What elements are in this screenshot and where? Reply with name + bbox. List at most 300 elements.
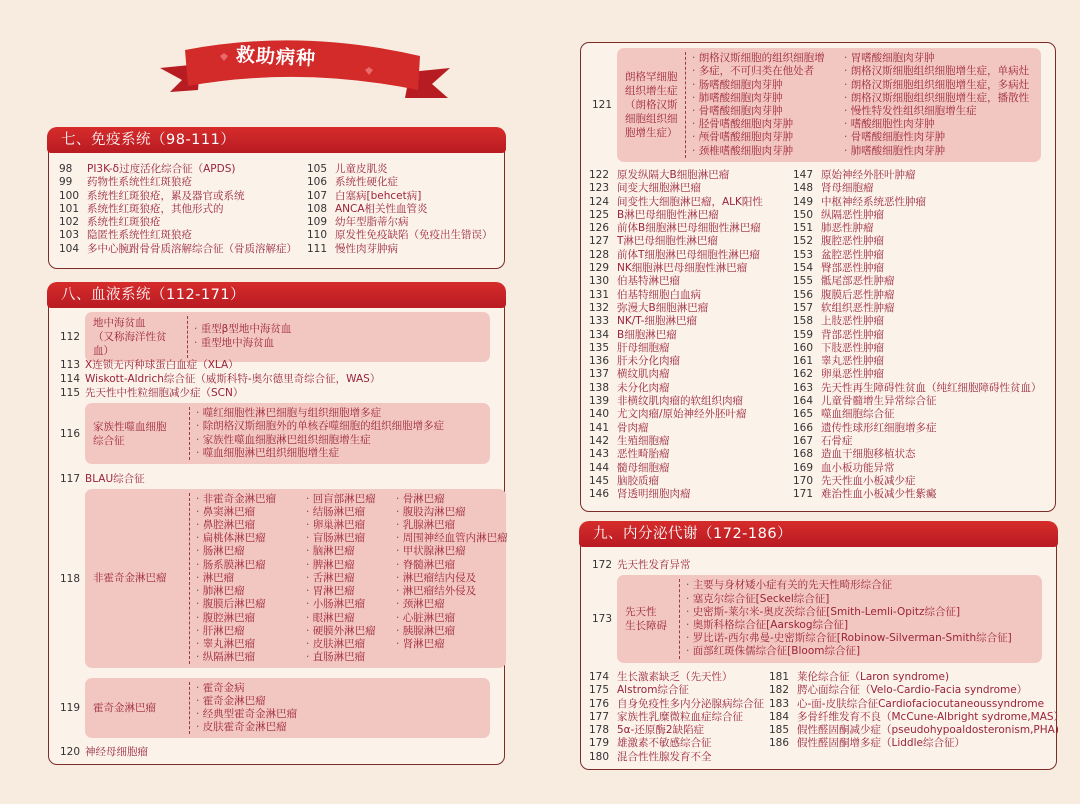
list-item <box>769 684 1064 697</box>
subtype-item: · 塞克尔综合征[Seckel综合征] <box>686 593 1012 606</box>
list-item <box>589 448 763 461</box>
list-item <box>307 243 493 256</box>
item-number: 127 <box>589 235 610 248</box>
label-line: 霍奇金淋巴瘤 <box>93 702 156 714</box>
item-number: 135 <box>589 341 610 354</box>
subtype-item: · 胫骨嗜酸细胞肉芽肿 <box>692 118 844 131</box>
section-blood-continued <box>580 42 1056 512</box>
list-item <box>793 382 1042 395</box>
item-number: 183 <box>769 697 790 710</box>
list-item <box>589 684 764 697</box>
section-header: 九、内分泌代谢（172-186） <box>579 521 1058 547</box>
item-name: 尤文肉瘤/原始神经外胚叶瘤 <box>617 408 747 421</box>
dashed-divider <box>679 579 680 658</box>
list-item <box>589 737 764 750</box>
group-box <box>85 489 506 669</box>
item-name: 中枢神经系统恶性肿瘤 <box>821 195 926 208</box>
group-box <box>617 48 1041 162</box>
section-immune <box>48 128 505 269</box>
list-item <box>49 744 504 759</box>
list-item <box>307 163 493 176</box>
item-name: 肝未分化肉瘤 <box>617 355 680 368</box>
item-number: 114 <box>60 372 81 385</box>
item-number: 156 <box>793 288 814 301</box>
item-name: 先天性中性粒细胞减少症（SCN） <box>85 387 244 399</box>
item-name: 生殖细胞瘤 <box>617 434 670 447</box>
subtype-item: · 除朗格汉斯细胞外的单核吞噬细胞的组织细胞增多症 <box>196 420 444 433</box>
subtype-list <box>196 407 444 460</box>
item-name: 先天性发育异常 <box>617 559 691 571</box>
list-item <box>589 249 763 262</box>
item-number: 151 <box>793 222 814 235</box>
subtype-item: · 骨嗜酸细胞肉芽肿 <box>692 105 844 118</box>
subtype-item: · 肠嗜酸细胞肉芽肿 <box>692 79 844 92</box>
subtype-list <box>194 323 291 349</box>
item-number: 125 <box>589 208 610 221</box>
section-header: 八、血液系统（112-171） <box>47 282 506 308</box>
item-number: 160 <box>793 341 814 354</box>
subtype-column <box>306 493 396 665</box>
disease-group <box>49 404 504 463</box>
item-number: 177 <box>589 710 610 723</box>
item-number: 124 <box>589 195 610 208</box>
list-item <box>793 222 1042 235</box>
list-item <box>769 724 1064 737</box>
disease-list <box>769 671 1064 751</box>
list-item <box>307 176 493 189</box>
item-number: 128 <box>589 248 610 261</box>
list-item <box>49 385 504 400</box>
list-item <box>589 395 763 408</box>
subtype-item: · 甲状腺淋巴瘤 <box>396 545 506 558</box>
list-item <box>307 216 493 229</box>
item-name: NK/T-细胞淋巴瘤 <box>617 315 698 328</box>
subtype-column <box>196 493 306 665</box>
item-name: 假性醛固酮减少症（pseudohypoaldosteronism,PHA) <box>797 724 1059 737</box>
subtype-item: · 腹股沟淋巴瘤 <box>396 506 506 519</box>
item-name: 间变大细胞淋巴瘤 <box>617 182 701 195</box>
item-number: 157 <box>793 301 814 314</box>
item-name: 神经母细胞瘤 <box>85 746 148 758</box>
list-item <box>589 262 763 275</box>
item-number: 98 <box>59 163 73 175</box>
subtype-item: · 回盲部淋巴瘤 <box>306 493 396 506</box>
item-name: 石骨症 <box>821 434 853 447</box>
label-line: 胞增生症） <box>625 127 678 139</box>
subtype-item: · 多症，不可归类在他处者 <box>692 65 844 78</box>
list-item <box>769 737 1064 750</box>
item-number: 167 <box>793 434 814 447</box>
label-line: 家族性噬血细胞 <box>93 420 167 433</box>
item-name: 多中心腕跗骨骨质溶解综合征（骨质溶解症） <box>87 242 297 255</box>
item-name: 肾透明细胞肉瘤 <box>617 488 691 501</box>
subtype-column <box>196 407 444 460</box>
subtype-item: · 直肠淋巴瘤 <box>306 651 396 664</box>
item-name: 伯基特细胞白血病 <box>617 288 701 301</box>
list-item <box>589 711 764 724</box>
item-name: 髓母细胞瘤 <box>617 461 670 474</box>
item-number: 182 <box>769 684 790 697</box>
item-name: 未分化肉瘤 <box>617 381 670 394</box>
list-item <box>793 342 1042 355</box>
item-name: 弥漫大B细胞淋巴瘤 <box>617 301 709 314</box>
label-line: 先天性 <box>625 606 657 618</box>
subtype-item: · 鼻窦淋巴瘤 <box>196 506 306 519</box>
item-number: 166 <box>793 421 814 434</box>
list-item <box>589 408 763 421</box>
item-name: 多骨纤维发育不良（McCune-Albright sydrome,MAS） <box>797 710 1065 723</box>
subtype-item: · 乳腺淋巴瘤 <box>396 519 506 532</box>
item-name: 系统性硬化症 <box>335 176 398 189</box>
item-number: 171 <box>793 488 814 501</box>
dashed-divider <box>189 407 190 460</box>
subtype-item: · 结肠淋巴瘤 <box>306 506 396 519</box>
group-box <box>617 575 1042 662</box>
list-item <box>589 182 763 195</box>
item-number: 179 <box>589 737 610 750</box>
item-name: BLAU综合征 <box>85 473 145 485</box>
item-number: 161 <box>793 355 814 368</box>
item-name: 难治性血小板减少性紫癜 <box>821 488 937 501</box>
subtype-item: · 朗格汉斯细胞的组织细胞增 <box>692 52 844 65</box>
list-item <box>589 196 763 209</box>
label-line: 非霍奇金淋巴瘤 <box>93 572 167 585</box>
subtype-column <box>396 493 506 665</box>
label-line: 地中海贫血 <box>93 316 146 329</box>
subtype-column <box>692 52 844 158</box>
list-item <box>793 488 1042 501</box>
label-line: 生长障碍 <box>625 620 667 632</box>
subtype-item: · 慢性特发性组织细胞增生症 <box>844 105 1034 118</box>
list-item <box>589 315 763 328</box>
dashed-divider <box>189 493 190 665</box>
item-name: 原发纵隔大B细胞淋巴瘤 <box>617 169 730 181</box>
subtype-item: · 颈淋巴瘤 <box>396 598 506 611</box>
item-number: 132 <box>589 301 610 314</box>
item-number: 131 <box>589 288 610 301</box>
item-name: 腹腔恶性肿瘤 <box>821 235 884 248</box>
subtype-item: · 朗格汉斯细胞组织细胞增生症，单病灶 <box>844 65 1034 78</box>
subtype-item: · 骨淋巴瘤 <box>396 493 506 506</box>
item-number: 108 <box>307 202 328 215</box>
list-item <box>589 422 763 435</box>
list-item <box>589 235 763 248</box>
subtype-item: · 舌淋巴瘤 <box>306 572 396 585</box>
disease-group <box>49 316 504 357</box>
item-number: 174 <box>589 671 610 683</box>
list-item <box>589 475 763 488</box>
item-number: 185 <box>769 724 790 737</box>
item-name: 雄激素不敏感综合征 <box>617 737 712 750</box>
item-name: 家族性乳糜微粒血症综合征 <box>617 710 743 723</box>
item-number: 100 <box>59 189 80 202</box>
item-number: 170 <box>793 474 814 487</box>
subtype-item: · 脊髓淋巴瘤 <box>396 559 506 572</box>
subtype-item: · 霍奇金淋巴瘤 <box>196 695 297 708</box>
item-name: 儿童骨髓增生异常综合征 <box>821 395 937 408</box>
list-item <box>59 203 297 216</box>
item-number: 144 <box>589 461 610 474</box>
group-label <box>617 605 673 633</box>
subtype-item: · 肠淋巴瘤 <box>196 545 306 558</box>
list-item <box>589 355 763 368</box>
item-number: 173 <box>592 613 613 625</box>
item-number: 180 <box>589 750 610 763</box>
item-number: 103 <box>59 229 80 242</box>
item-name: 下肢恶性肿瘤 <box>821 341 884 354</box>
item-name: 系统性红斑狼疮 <box>87 216 161 229</box>
list-item <box>589 462 763 475</box>
subtype-item: · 硬膜外淋巴瘤 <box>306 625 396 638</box>
disease-list <box>793 169 1042 501</box>
group-box <box>85 312 490 362</box>
item-number: 106 <box>307 176 328 189</box>
page-title: 救助病种 <box>235 43 317 71</box>
subtype-item: · 重型β型地中海贫血 <box>194 323 291 336</box>
subtype-item: · 噬血细胞淋巴组织细胞增生症 <box>196 447 444 460</box>
item-number: 110 <box>307 229 328 242</box>
label-line: （朗格汉斯 <box>625 99 678 111</box>
subtype-item: · 卵巢淋巴瘤 <box>306 519 396 532</box>
subtype-item: · 肝淋巴瘤 <box>196 625 306 638</box>
item-name: 血小板功能异常 <box>821 461 895 474</box>
subtype-item: · 霍奇金病 <box>196 682 297 695</box>
label-line: 综合征 <box>93 434 125 447</box>
item-name: ANCA相关性血管炎 <box>335 202 428 215</box>
item-name: T淋巴母细胞性淋巴瘤 <box>617 235 718 248</box>
list-item <box>793 275 1042 288</box>
item-number: 153 <box>793 248 814 261</box>
item-number: 111 <box>307 242 328 255</box>
item-name: 横纹肌肉瘤 <box>617 368 670 381</box>
list-item <box>589 671 764 684</box>
item-name: 盆腔恶性肿瘤 <box>821 248 884 261</box>
item-name: 先天性再生障碍性贫血（纯红细胞障碍性贫血） <box>821 381 1042 394</box>
dashed-divider <box>685 52 686 158</box>
list-item <box>793 315 1042 328</box>
subtype-item: · 主要与身材矮小症有关的先天性畸形综合征 <box>686 579 1012 592</box>
list-item <box>793 355 1042 368</box>
section-header: 七、免疫系统（98-111） <box>47 127 506 153</box>
item-number: 165 <box>793 408 814 421</box>
item-name: 儿童皮肌炎 <box>335 163 388 175</box>
item-number: 152 <box>793 235 814 248</box>
item-name: 前体T细胞淋巴母细胞性淋巴瘤 <box>617 248 760 261</box>
list-item <box>793 448 1042 461</box>
subtype-item: · 肺淋巴瘤 <box>196 585 306 598</box>
list-item <box>49 471 504 486</box>
list-item <box>589 222 763 235</box>
subtype-item: · 睾丸淋巴瘤 <box>196 638 306 651</box>
item-number: 184 <box>769 710 790 723</box>
list-item <box>59 229 297 242</box>
item-number: 113 <box>60 358 81 371</box>
item-number: 146 <box>589 488 610 501</box>
subtype-item: · 腹腔淋巴瘤 <box>196 612 306 625</box>
list-item <box>589 368 763 381</box>
list-item <box>589 169 763 182</box>
subtype-item: · 肾淋巴瘤 <box>396 638 506 651</box>
subtype-item: · 重型地中海贫血 <box>194 337 291 350</box>
list-item <box>589 209 763 222</box>
subtype-column <box>196 682 297 735</box>
item-name: 5α-还原酶2缺陷症 <box>617 724 705 737</box>
subtype-item: · 肠系膜淋巴瘤 <box>196 559 306 572</box>
subtype-item: · 经典型霍奇金淋巴瘤 <box>196 708 297 721</box>
item-name: 脑胶质瘤 <box>617 474 659 487</box>
list-item <box>59 163 297 176</box>
list-item <box>793 209 1042 222</box>
section-blood <box>48 283 508 765</box>
item-name: 纵隔恶性肿瘤 <box>821 208 884 221</box>
item-number: 117 <box>60 472 81 485</box>
list-item <box>793 475 1042 488</box>
item-number: 119 <box>60 702 81 714</box>
item-name: 系统性红斑狼疮，其他形式的 <box>87 202 224 215</box>
item-number: 107 <box>307 189 328 202</box>
item-name: Wiskott-Aldrich综合征（威斯科特-奥尔德里奇综合征，WAS） <box>85 373 381 385</box>
item-number: 138 <box>589 381 610 394</box>
list-item <box>769 711 1064 724</box>
item-name: 恶性畸胎瘤 <box>617 448 670 461</box>
item-name: 系统性红斑狼疮，累及器官或系统 <box>87 189 245 202</box>
subtype-item: · 非霍奇金淋巴瘤 <box>196 493 306 506</box>
item-number: 148 <box>793 182 814 195</box>
item-number: 158 <box>793 315 814 328</box>
list-item <box>793 368 1042 381</box>
item-number: 133 <box>589 315 610 328</box>
item-name: 上肢恶性肿瘤 <box>821 315 884 328</box>
item-number: 118 <box>60 572 81 585</box>
list-item <box>307 203 493 216</box>
item-name: 混合性性腺发育不全 <box>617 750 712 763</box>
item-name: NK细胞淋巴母细胞性淋巴瘤 <box>617 262 748 275</box>
list-item <box>793 182 1042 195</box>
item-name: 造血干细胞移植状态 <box>821 448 916 461</box>
list-item <box>793 462 1042 475</box>
item-name: 肝母细胞瘤 <box>617 341 670 354</box>
label-line: 组织增生症 <box>625 85 678 97</box>
label-line: 细胞组织细 <box>625 113 678 125</box>
list-item <box>59 190 297 203</box>
item-number: 145 <box>589 474 610 487</box>
disease-list <box>589 169 763 501</box>
subtype-item: · 骨嗜酸细胞性肉芽肿 <box>844 131 1034 144</box>
group-label <box>85 571 183 585</box>
item-name: 背部恶性肿瘤 <box>821 328 884 341</box>
subtype-item: · 颈椎嗜酸细胞肉芽肿 <box>692 145 844 158</box>
subtype-item: · 嗜酸细胞性肉芽肿 <box>844 118 1034 131</box>
item-name: Alstrom综合征 <box>617 684 689 697</box>
item-number: 136 <box>589 355 610 368</box>
dashed-divider <box>187 316 188 358</box>
subtype-item: · 史密斯-莱尔米-奥皮茨综合征[Smith-Lemli-Opitz综合征] <box>686 606 1012 619</box>
item-name: B细胞淋巴瘤 <box>617 328 677 341</box>
subtype-item: · 奥斯科格综合征[Aarskog综合征] <box>686 619 1012 632</box>
subtype-item: · 小肠淋巴瘤 <box>306 598 396 611</box>
subtype-item: · 周围神经血管内淋巴瘤 <box>396 532 506 545</box>
item-number: 154 <box>793 262 814 275</box>
item-name: 噬血细胞综合征 <box>821 408 895 421</box>
list-item <box>589 382 763 395</box>
item-number: 169 <box>793 461 814 474</box>
item-number: 134 <box>589 328 610 341</box>
item-name: 生长激素缺乏（先天性） <box>617 671 733 683</box>
list-item <box>793 235 1042 248</box>
item-number: 139 <box>589 395 610 408</box>
item-name: PI3K-δ过度活化综合征（APDS) <box>87 163 236 175</box>
item-name: 莱伦综合征（Laron syndrome) <box>797 671 950 683</box>
subtype-item: · 脾淋巴瘤 <box>306 559 396 572</box>
item-number: 162 <box>793 368 814 381</box>
disease-list <box>307 163 493 256</box>
item-name: 隐匿性系统性红斑狼疮 <box>87 229 192 242</box>
list-item <box>793 395 1042 408</box>
subtype-item: · 家族性噬血细胞淋巴组织细胞增生症 <box>196 434 444 447</box>
disease-list <box>59 163 297 256</box>
item-number: 126 <box>589 222 610 235</box>
group-label <box>85 420 183 448</box>
item-name: 心-面-皮肤综合征Cardiofaciocutaneoussyndrome <box>797 697 1045 710</box>
item-name: B淋巴母细胞性淋巴瘤 <box>617 208 719 221</box>
item-number: 101 <box>59 202 80 215</box>
item-number: 155 <box>793 275 814 288</box>
item-number: 178 <box>589 724 610 737</box>
item-name: 骨肉瘤 <box>617 421 649 434</box>
list-item <box>793 329 1042 342</box>
list-item <box>589 751 764 764</box>
list-item <box>793 408 1042 421</box>
item-number: 163 <box>793 381 814 394</box>
disease-group <box>49 488 508 669</box>
subtype-column <box>194 323 291 349</box>
list-item <box>589 342 763 355</box>
item-number: 141 <box>589 421 610 434</box>
list-item <box>793 289 1042 302</box>
item-number: 116 <box>60 427 81 440</box>
item-name: 慢性肉芽肿病 <box>335 242 398 255</box>
dashed-divider <box>189 682 190 735</box>
list-item <box>793 422 1042 435</box>
item-number: 175 <box>589 684 610 697</box>
section-endocrine <box>580 522 1065 770</box>
disease-list <box>589 671 764 764</box>
item-number: 172 <box>592 558 613 571</box>
item-name: 卵巢恶性肿瘤 <box>821 368 884 381</box>
item-name: 臀部恶性肿瘤 <box>821 262 884 275</box>
item-name: 假性醛固酮增多症（Liddle综合征） <box>797 737 965 750</box>
item-number: 168 <box>793 448 814 461</box>
item-number: 147 <box>793 169 814 181</box>
item-name: 非横纹肌肉瘤的软组织肉瘤 <box>617 395 743 408</box>
item-number: 159 <box>793 328 814 341</box>
list-item <box>59 243 297 256</box>
subtype-item: · 心脏淋巴瘤 <box>396 612 506 625</box>
list-item <box>793 169 1042 182</box>
subtype-column <box>844 52 1034 158</box>
subtype-list <box>686 579 1012 658</box>
subtype-item: · 胰腺淋巴瘤 <box>396 625 506 638</box>
list-item <box>581 557 1056 572</box>
subtype-item: · 颅骨嗜酸细胞肉芽肿 <box>692 131 844 144</box>
item-number: 181 <box>769 671 790 683</box>
disease-group <box>581 574 1056 664</box>
subtype-item: · 胃淋巴瘤 <box>306 585 396 598</box>
group-box <box>85 403 490 464</box>
list-item <box>589 488 763 501</box>
subtype-list <box>692 52 1034 158</box>
list-item <box>307 190 493 203</box>
